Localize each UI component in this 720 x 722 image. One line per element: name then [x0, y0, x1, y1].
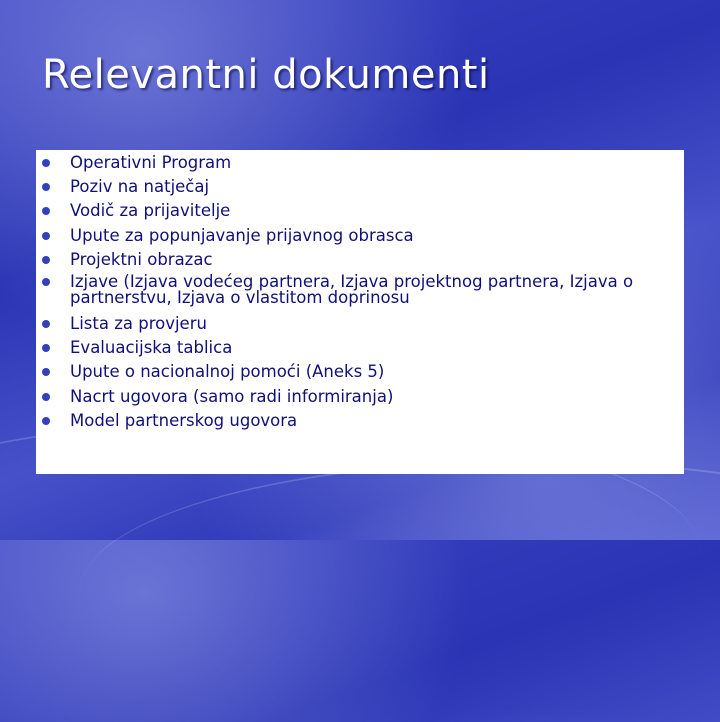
list-item-text: Upute za popunjavanje prijavnog obrasca: [70, 225, 414, 245]
list-item: [50, 385, 680, 409]
list-item-text: Izjave (Izjava vodećeg partnera, Izjava projektnog partnera, Izjava o partnerstvu, Izjava o vlastitom doprinosu: [70, 272, 634, 308]
list-item-text: Lista za provjeru: [70, 314, 207, 334]
list-item: [50, 336, 680, 360]
content-panel: [36, 150, 684, 474]
list-item-text: Poziv na natječaj: [70, 177, 210, 197]
list-item-text: Upute o nacionalnoj pomoći (Aneks 5): [70, 362, 385, 382]
list-item-text: Nacrt ugovora (samo radi informiranja): [70, 386, 394, 406]
list-item-text: Vodič za prijavitelje: [70, 201, 231, 221]
list-item-text: Projektni obrazac: [70, 249, 213, 269]
list-item: [50, 272, 680, 312]
list-item: [50, 312, 680, 336]
bullet-icon: [42, 278, 50, 286]
bullet-list: [50, 151, 680, 433]
list-item: [50, 248, 680, 272]
list-item: [50, 409, 680, 433]
list-item-text: Operativni Program: [70, 153, 232, 172]
bullet-icon: [42, 417, 50, 425]
bullet-icon: [42, 368, 50, 376]
bullet-icon: [42, 159, 50, 167]
list-item-text: Evaluacijska tablica: [70, 338, 233, 358]
list-item: [50, 360, 680, 384]
list-item: [50, 199, 680, 223]
list-item-text: Model partnerskog ugovora: [70, 410, 298, 430]
list-item: [50, 224, 680, 248]
slide-title: Relevantni dokumenti: [42, 52, 490, 98]
bullet-icon: [42, 344, 50, 352]
bullet-icon: [42, 232, 50, 240]
bullet-icon: [42, 320, 50, 328]
bullet-icon: [42, 183, 50, 191]
list-item: [50, 151, 680, 175]
list-item: [50, 175, 680, 199]
bullet-icon: [42, 256, 50, 264]
bullet-icon: [42, 207, 50, 215]
bullet-icon: [42, 393, 50, 401]
